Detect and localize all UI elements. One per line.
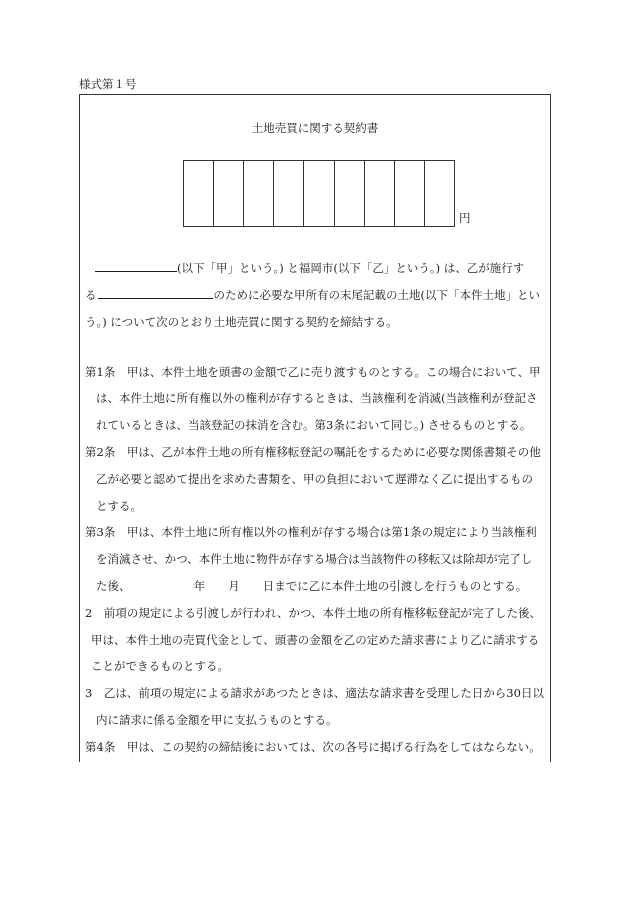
amount-digit-cell xyxy=(394,161,424,226)
article-2-line: 乙が必要と認めて提出を求めた書類を、甲の負担において遅滞なく乙に提出するもの xyxy=(96,471,533,486)
project-name-blank xyxy=(98,286,213,299)
amount-digit-cell xyxy=(424,161,454,226)
amount-digit-cell xyxy=(303,161,333,226)
article-1-line: は、本件土地に所有権以外の権利が存するときは、当該権利を消滅(当該権利が登記さ xyxy=(96,391,538,406)
article-3-paragraph-2-line: 2 前項の規定による引渡しが行われ、かつ、本件土地の所有権移転登記が完了した後、 xyxy=(85,605,542,620)
article-3-paragraph-3-line: 内に請求に係る金額を甲に支払うものとする。 xyxy=(96,712,338,727)
article-1-line: 第1条 甲は、本件土地を頭書の金額で乙に売り渡すものとする。この場合において、甲 xyxy=(85,364,541,379)
preamble-line-1 xyxy=(85,255,547,282)
party-a-name-blank xyxy=(95,259,177,272)
preamble-line-2 xyxy=(85,282,547,309)
article-3-paragraph-2-line: ことができるものとする。 xyxy=(91,659,229,674)
amount-digit-cell xyxy=(184,161,213,226)
amount-digit-cell xyxy=(364,161,394,226)
amount-unit: 円 xyxy=(459,211,471,225)
amount-digit-cell xyxy=(213,161,243,226)
amount-digit-cell xyxy=(334,161,364,226)
amount-digit-cell xyxy=(273,161,303,226)
amount-grid xyxy=(183,160,455,227)
preamble-text-2-end: のために必要な甲所有の末尾記載の土地(以下「本件土地」とい xyxy=(213,287,540,302)
article-3-line: た後、 年 月 日までに乙に本件土地の引渡しを行うものとする。 xyxy=(96,578,528,593)
article-3-paragraph-3-line: 3 乙は、前項の規定による請求があつたときは、適法な請求書を受理した日から30日以 xyxy=(85,686,544,701)
preamble-text-1: (以下「甲」という。) と福岡市(以下「乙」という。) は、乙が施行す xyxy=(177,260,525,275)
form-number: 様式第１号 xyxy=(79,77,137,91)
article-3-line: 第3条 甲は、本件土地に所有権以外の権利が存する場合は第1条の規定により当該権利 xyxy=(85,525,537,540)
article-3-paragraph-2-line: 甲は、本件土地の売買代金として、頭書の金額を乙の定めた請求書により乙に請求する xyxy=(91,632,540,647)
preamble xyxy=(85,255,547,336)
article-3-line: を消滅させ、かつ、本件土地に物件が存する場合は当該物件の移転又は除却が完了し xyxy=(96,552,533,567)
document-title: 土地売買に関する契約書 xyxy=(251,121,379,135)
article-4-line: 第4条 甲は、この契約の締結後においては、次の各号に掲げる行為をしてはならない。 xyxy=(85,739,541,754)
article-2-line: とする。 xyxy=(96,498,142,513)
article-2-line: 第2条 甲は、乙が本件土地の所有権移転登記の嘱託をするために必要な関係書類その他 xyxy=(85,444,541,459)
preamble-line-3: う。) について次のとおり土地売買に関する契約を締結する。 xyxy=(85,314,398,329)
amount-digit-cell xyxy=(243,161,273,226)
preamble-text-2-start: る xyxy=(85,287,97,302)
article-1-line: れているときは、当該登記の抹消を含む。第3条において同じ。) させるものとする。 xyxy=(96,418,532,433)
articles xyxy=(85,359,547,761)
